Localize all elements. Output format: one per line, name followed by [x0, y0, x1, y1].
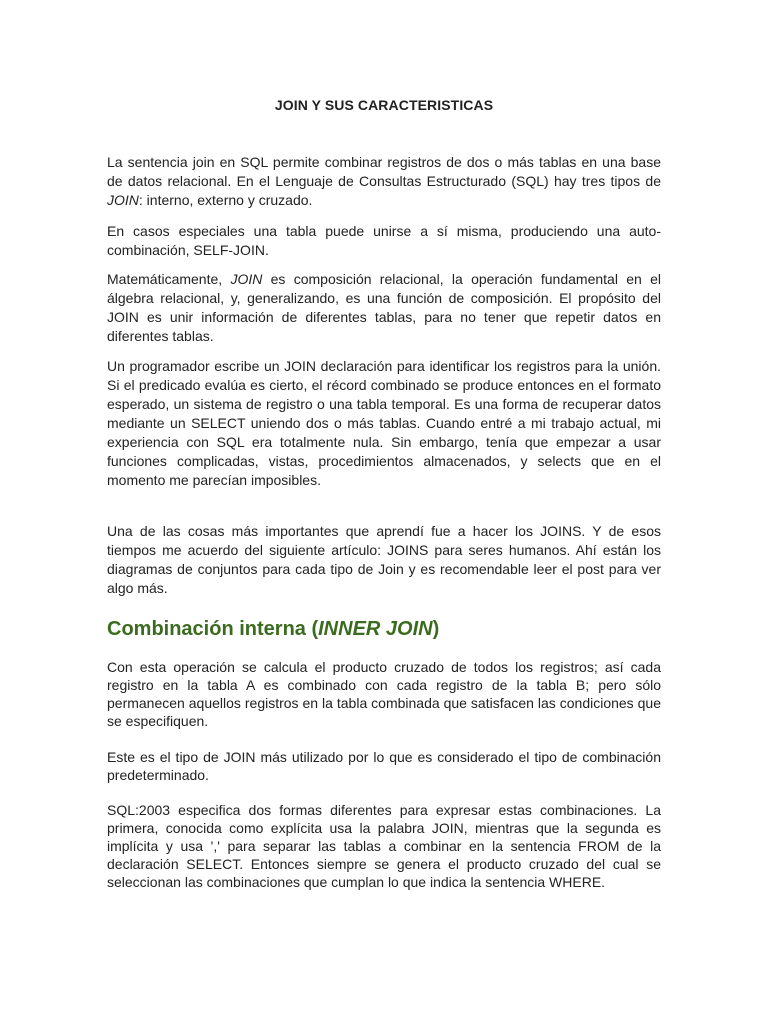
paragraph-programmer-join: Un programador escribe un JOIN declaración para identificar los registros para la unión. Si el predicado evalúa es cierto, el récord combinado se produce entonces en el formato esperado, un sistema de registro o una tabla temporal. Es una forma de recuperar datos mediante un SELECT uniendo dos o más tablas. Cuando entré a mi trabajo actual, mi experiencia con SQL era totalmente nula. Sin embargo, tenía que empezar a usar funciones complicadas, vistas, procedimientos almacenados, y selects que en el momento me parecían imposibles. [107, 358, 661, 488]
paragraph-join-intro [107, 153, 661, 210]
paragraph-relational-composition [107, 270, 661, 346]
paragraph-text: es composición relacional, la operación fundamental en el álgebra relacional, y, generalizando, es una función de composición. El propósito del JOIN es unir información de diferentes tablas, para no tener que repetir datos en diferentes tablas. [107, 271, 661, 344]
paragraph-emphasis: JOIN [230, 271, 263, 287]
paragraph-learning-joins: Una de las cosas más importantes que aprendí fue a hacer los JOINS. Y de esos tiempos me acuerdo del siguiente artículo: JOINS para seres humanos. Ahí están los diagramas de conjuntos para cada tipo de Join y es recomendable leer el post para ver algo más. [107, 523, 661, 596]
paragraph-self-join: En casos especiales una tabla puede unirse a sí misma, produciendo una auto-combinación, SELF-JOIN. [107, 223, 661, 258]
heading-text: Combinación interna ( [107, 618, 319, 640]
heading-text: ) [432, 618, 440, 640]
paragraph-text: La sentencia join en SQL permite combinar registros de dos o más tablas en una base de datos relacional. En el Lenguaje de Consultas Estructurado (SQL) hay tres tipos de [107, 154, 661, 189]
paragraph-emphasis: JOIN [107, 192, 139, 208]
section-heading-inner-join [107, 614, 439, 644]
paragraph-inner-join-default: Este es el tipo de JOIN más utilizado por lo que es considerado el tipo de combinación predeterminado. [107, 749, 661, 783]
paragraph-sql2003-forms: SQL:2003 especifica dos formas diferentes para expresar estas combinaciones. La primera, conocida como explícita usa la palabra JOIN, mientras que la segunda es implícita y usa ',' para separar las tablas a combinar en la sentencia FROM de la declaración SELECT. Entonces siempre se genera el producto cruzado del cual se seleccionan las combinaciones que cumplan lo que indica la sentencia WHERE. [107, 802, 661, 890]
paragraph-inner-join-definition: Con esta operación se calcula el producto cruzado de todos los registros; así cada registro en la tabla A es combinado con cada registro de la tabla B; pero sólo permanecen aquellos registros en la tabla combinada que satisfacen las condiciones que se especifiquen. [107, 659, 661, 729]
paragraph-text: Matemáticamente, [107, 271, 231, 287]
paragraph-text: : interno, externo y cruzado. [138, 192, 313, 208]
document-title: JOIN Y SUS CARACTERISTICAS [274, 97, 494, 113]
heading-emphasis: INNER JOIN [318, 618, 433, 640]
